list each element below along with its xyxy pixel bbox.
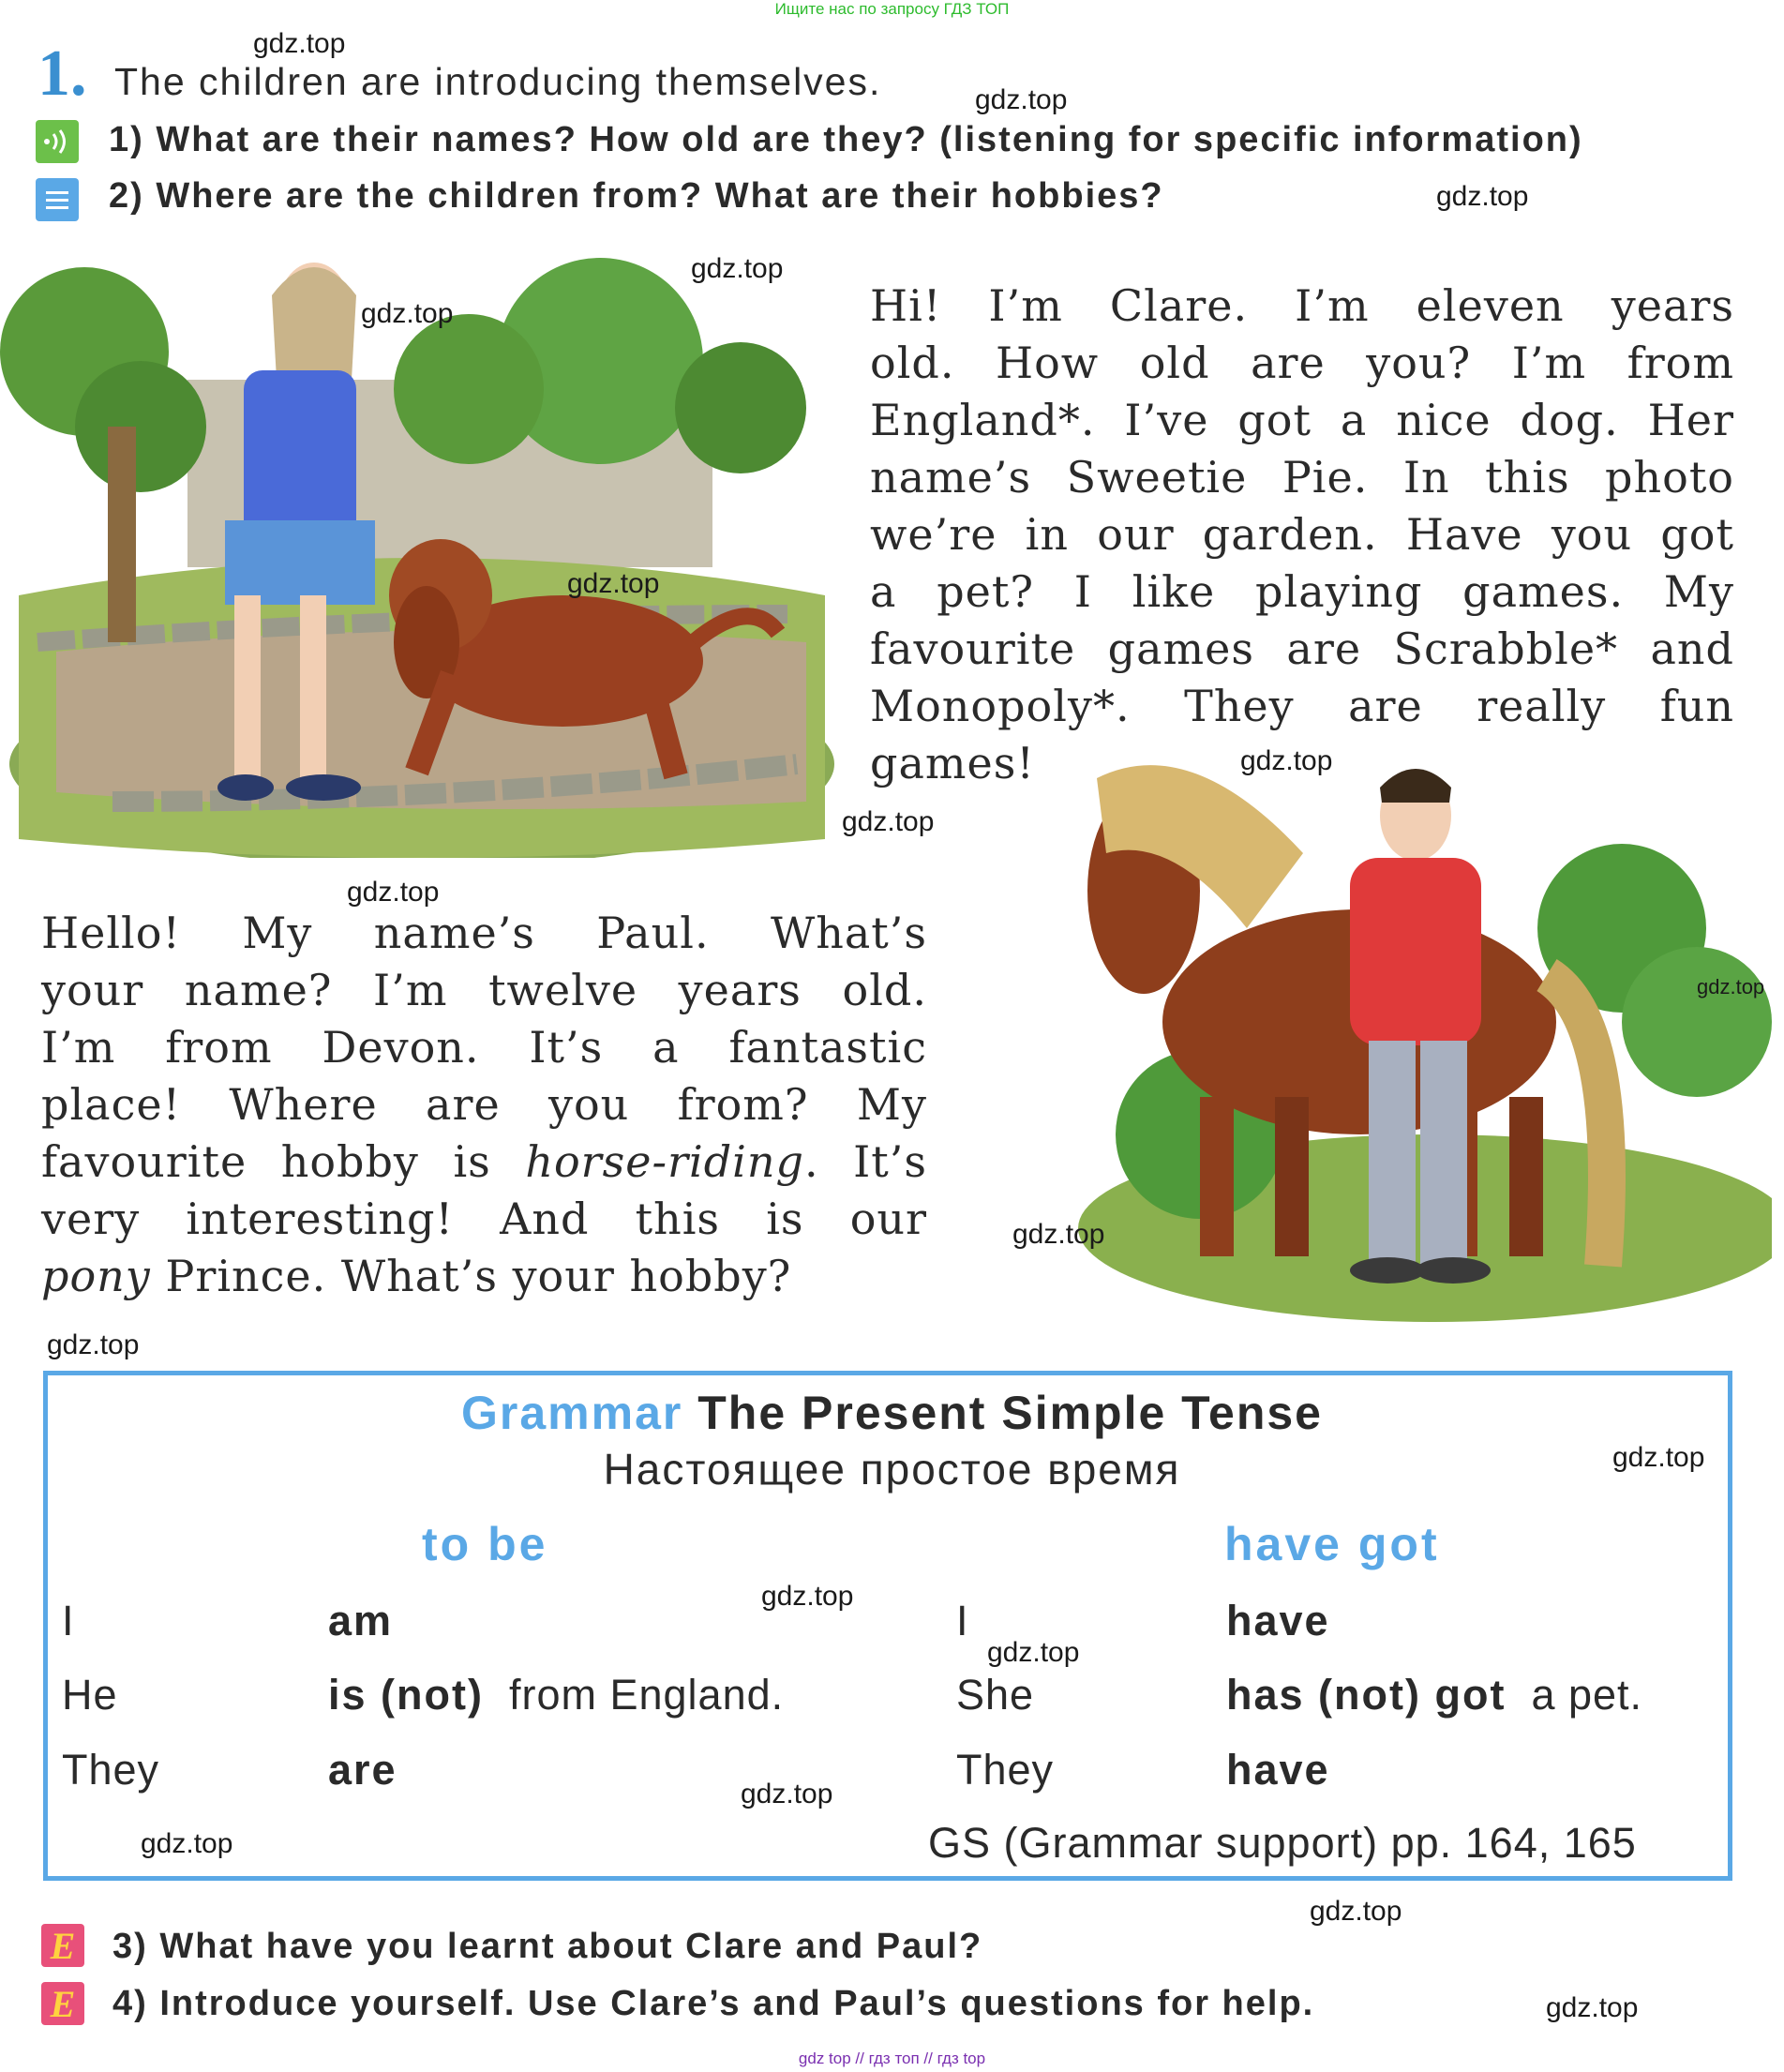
watermark: gdz.top [1240,745,1333,776]
clare-text [870,278,1734,792]
have-subject: I [956,1597,969,1644]
grammar-title [0,1386,1784,1440]
be-verb-text: is (not) [328,1671,484,1719]
be-verb [328,1746,397,1794]
extension-e-icon: E [41,1924,84,1967]
be-subject: They [62,1746,160,1794]
grammar-subtitle: Настоящее простое время [603,1445,1181,1494]
watermark: gdz.top [761,1581,854,1612]
watermark: gdz.top [361,298,454,329]
pony-term: pony [41,1251,151,1301]
have-got-heading: have got [1224,1518,1440,1570]
watermark: gdz.top [1436,181,1529,212]
grammar-support-reference: GS (Grammar support) pp. 164, 165 [928,1819,1637,1867]
have-verb-text: have [1226,1746,1330,1794]
watermark: gdz.top [1612,1442,1705,1473]
clare-line: old. How old are you? I’m from [870,338,1734,388]
task-1: 1) What are their names? How old are they? (listening for specific information) [109,120,1583,159]
watermark: gdz.top [1012,1219,1105,1250]
watermark: gdz.top [47,1329,140,1360]
paul-line: very interesting! And this is our [41,1194,927,1244]
be-rest-text: from England. [508,1671,785,1719]
be-verb [328,1671,784,1719]
watermark: gdz.top [1310,1896,1402,1927]
clare-line: favourite games are Scrabble* and [870,623,1734,674]
paul-line: your name? I’m twelve years old. [41,965,927,1015]
paul-line: place! Where are you from? My [41,1079,927,1130]
clare-line: Monopoly*. They are really fun [870,681,1734,731]
clare-with-dog-illustration [0,239,844,858]
have-verb [1226,1746,1330,1794]
be-subject: I [62,1597,75,1644]
have-verb [1226,1597,1330,1645]
task-4: 4) Introduce yourself. Use Clare’s and Paul’s questions for help. [112,1984,1315,2023]
have-verb-text: has (not) got [1226,1671,1507,1719]
paul-text-part: . It’s [803,1136,927,1187]
to-be-heading: to be [422,1518,548,1570]
watermark: gdz.top [253,28,346,59]
paul-with-pony-illustration [1041,741,1772,1322]
watermark: gdz.top [741,1779,833,1809]
be-verb-text: are [328,1746,397,1794]
be-subject: He [62,1671,118,1719]
footer-links[interactable]: gdz top // гдз топ // гдз top [798,2049,986,2067]
clare-line: name’s Sweetie Pie. In this photo [870,452,1734,503]
task-3: 3) What have you learnt about Clare and Paul? [112,1927,983,1966]
paul-line-last [41,1248,927,1305]
watermark: gdz.top [975,84,1068,115]
have-subject: She [956,1671,1035,1719]
be-verb-text: am [328,1597,394,1644]
clare-line: we’re in our garden. Have you got [870,509,1734,560]
watermark: gdz.top [347,877,440,908]
paul-line: Hello! My name’s Paul. What’s [41,908,927,958]
clare-line: a pet? I like playing games. My [870,566,1734,617]
extension-e-icon: E [41,1982,84,2025]
horse-riding-term: horse-riding [525,1136,804,1187]
watermark: gdz.top [691,253,784,284]
be-verb [328,1597,393,1645]
listening-icon [36,120,79,163]
watermark: gdz.top [1546,1992,1639,2023]
have-verb-text: have [1226,1597,1330,1644]
paul-line: I’m from Devon. It’s a fantastic [41,1022,927,1073]
have-rest-text: a pet. [1531,1671,1643,1719]
watermark: gdz.top [1697,975,1765,998]
watermark: gdz.top [567,568,660,599]
watermark: gdz.top [842,806,935,837]
have-subject: They [956,1746,1055,1794]
reading-icon [36,178,79,221]
paul-text-part: favourite hobby is [41,1136,526,1187]
paul-text-part: Prince. What’s your hobby? [150,1251,792,1301]
clare-line: Hi! I’m Clare. I’m eleven years [870,280,1734,331]
paul-text [41,905,927,1305]
clare-line-last: games! [870,738,1035,788]
watermark: gdz.top [987,1637,1080,1668]
grammar-label: Grammar [461,1387,683,1439]
exercise-number: 1. [37,38,87,110]
task-2: 2) Where are the children from? What are their hobbies? [109,176,1164,216]
clare-line: England*. I’ve got a nice dog. Her [870,395,1734,445]
paul-line-hobby [41,1134,927,1191]
grammar-topic: The Present Simple Tense [697,1387,1323,1439]
watermark: gdz.top [141,1828,233,1859]
have-verb [1226,1671,1642,1719]
exercise-intro: The children are introducing themselves. [114,60,882,103]
search-banner[interactable]: Ищите нас по запросу ГДЗ ТОП [774,0,1010,18]
